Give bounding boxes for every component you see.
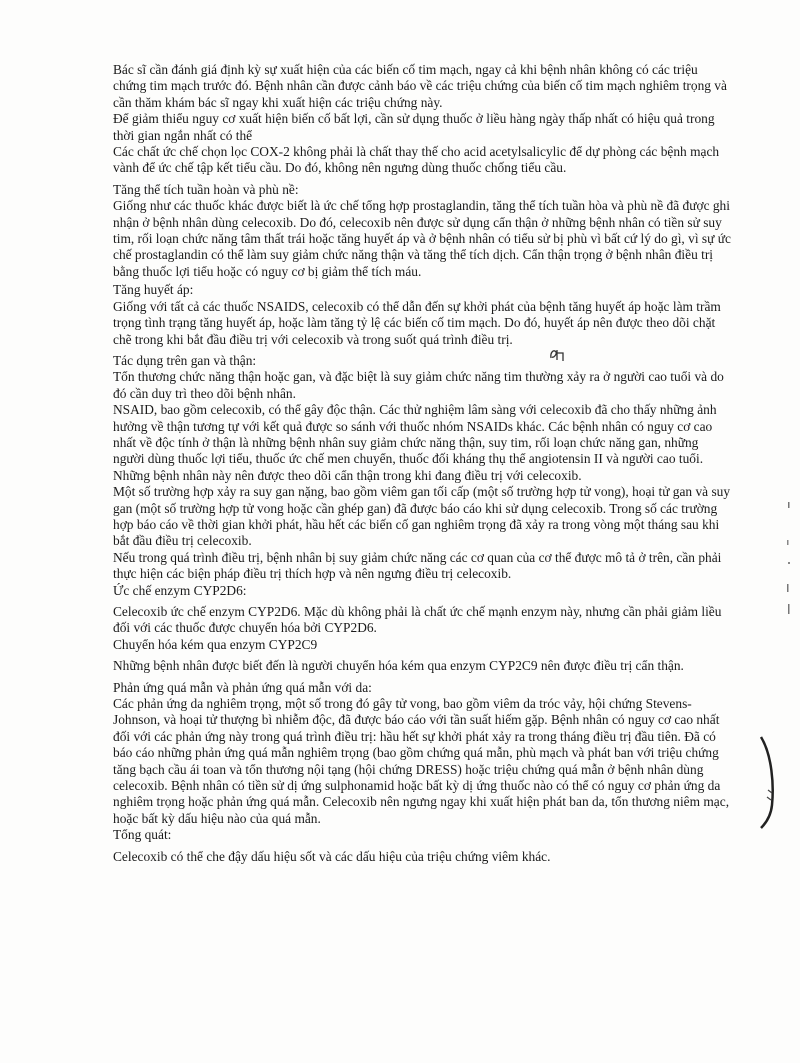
paragraph-hypertension: Giống với tất cả các thuốc NSAIDS, celecoxib có thể dẫn đến sự khởi phát của bệnh tăng huyết áp hoặc làm trầm trọng tình trạng tăng huyết áp, hoặc làm tăng tỷ lệ các biến cố tim mạch. Do đó, huyết áp nên được theo dõi chặt chẽ trong khi bắt đầu điều trị với celecoxib và trong suốt quá trình điều trị.: [113, 298, 721, 347]
handwritten-initial-mark: [548, 346, 568, 368]
heading-liver-kidney: Tác dụng trên gan và thận:: [113, 352, 257, 368]
paragraph-general: Celecoxib có thể che đậy dấu hiệu sốt và các dấu hiệu của triệu chứng viêm khác.: [113, 848, 551, 864]
document-body: [113, 62, 731, 865]
paragraph-fluid-retention: Giống như các thuốc khác được biết là ức chế tổng hợp prostaglandin, tăng thể tích tuần hòa và phù nề đã được ghi nhận ở bệnh nhân dùng celecoxib. Do đó, celecoxib nên được sử dụng cẩn thận ở những bệnh nhân có tiền sử suy tim, rối loạn chức năng tâm thất trái hoặc tăng huyết áp và ở bệnh nhân có tiểu sử bị phù vì bất cứ lý do gì, vì sự ức chế prostaglandin có thể làm suy giảm chức năng thận và tăng thể tích dịch. Cẩn thận trọng ở bệnh nhân điều trị bằng thuốc lợi tiểu hoặc có nguy cơ bị giảm thể tích máu.: [113, 198, 731, 279]
heading-hypertension: Tăng huyết áp:: [113, 282, 194, 298]
paragraph-stop-treatment: Nếu trong quá trình điều trị, bệnh nhân bị suy giảm chức năng các cơ quan của cơ thể được mô tả ở trên, cần phải thực hiện các biện pháp điều trị thích hợp và nên ngưng điều trị celecoxib.: [113, 549, 722, 582]
margin-bracket-mark: [758, 735, 778, 830]
paragraph-elderly: Tổn thương chức năng thận hoặc gan, và đặc biệt là suy giảm chức năng tim thường xảy ra ở người cao tuổi và do đó cần duy trì theo dõi bệnh nhân.: [113, 369, 724, 401]
paragraph-renal-toxicity: NSAID, bao gồm celecoxib, có thể gây độc thận. Các thử nghiệm lâm sàng với celecoxib đã cho thấy những ảnh hưởng về thận tương tự với kết quả được so sánh với thuốc nhóm NSAIDs khác. Các bệnh nhân có nguy cơ cao nhất về độc tính ở thận là những bệnh nhân suy giảm chức năng thận, suy tim, rối loạn chức năng gan, những người dùng thuốc lợi tiểu, thuốc ức chế men chuyển, thuốc đối kháng thụ thể angiotensin II và người cao tuổi. Những bệnh nhân này nên được theo dõi cẩn thận trong khi đang điều trị với celecoxib.: [113, 402, 717, 483]
paragraph-cardio-monitoring: Bác sĩ cần đánh giá định kỳ sự xuất hiện của các biến cố tim mạch, ngay cả khi bệnh nhân không có các triệu chứng tim mạch trước đó. Bệnh nhân cần được cảnh báo về các triệu chứng của biến cố tim mạch nghiêm trọng và cần thăm khám bác sĩ ngay khi xuất hiện các triệu chứng này.: [113, 62, 727, 110]
paragraph-cyp2c9: Những bệnh nhân được biết đến là người chuyển hóa kém qua enzym CYP2C9 nên được điều trị cẩn thận.: [113, 658, 684, 674]
heading-cyp2c9: Chuyển hóa kém qua enzym CYP2C9: [113, 636, 318, 652]
paragraph-hepatic-failure: Một số trường hợp xảy ra suy gan nặng, bao gồm viêm gan tối cấp (một số trường hợp tử vong), hoại tử gan và suy gan (một số trường hợp tử vong hoặc cần ghép gan) đã được báo cáo khi sử dụng celecoxib. Trong số các trường hợp báo cáo về thời gian khởi phát, hầu hết các biến cố gan nghiêm trọng đã xảy ra trong vòng một tháng sau khi bắt đầu điều trị celecoxib.: [113, 484, 731, 549]
paragraph-hypersensitivity: Các phản ứng da nghiêm trọng, một số trong đó gây tử vong, bao gồm viêm da tróc vảy, hội chứng Stevens-Johnson, và hoại tử thượng bì nhiễm độc, đã được báo cáo với tần suất hiếm gặp. Bệnh nhân có nguy cơ cao nhất đối với các phản ứng này trong quá trình điều trị: hầu hết sự khởi phát xảy ra trong tháng điều trị đầu tiên. Đã có báo cáo những phản ứng quá mẫn nghiêm trọng (bao gồm chứng quá mẫn, phù mạch và phát ban với triệu chứng tăng bạch cầu ái toan và tổn thương nội tạng (hội chứng DRESS) hoặc triệu chứng quá mẫn ở bệnh nhân dùng celecoxib. Bệnh nhân có tiền sử dị ứng sulphonamid hoặc bất kỳ dị ứng thuốc nào có thể có nguy cơ phản ứng da nghiêm trọng hoặc phản ứng quá mẫn. Celecoxib nên ngưng ngay khi xuất hiện phát ban da, tổn thương niêm mạc, hoặc bất kỳ dấu hiệu nào của quá mẫn.: [113, 696, 730, 826]
paragraph-lowest-dose: Để giảm thiểu nguy cơ xuất hiện biến cố bất lợi, cần sử dụng thuốc ở liều hàng ngày thấp nhất có hiệu quả trong thời gian ngắn nhất có thể: [113, 111, 715, 143]
paragraph-cyp2d6: Celecoxib ức chế enzym CYP2D6. Mặc dù không phải là chất ức chế mạnh enzym này, nhưng cần phải giảm liều đối với các thuốc được chuyển hóa bởi CYP2D6.: [113, 604, 722, 636]
margin-scan-specks: [780, 500, 796, 620]
heading-fluid-retention: Tăng thể tích tuần hoàn và phù nề:: [113, 181, 299, 197]
paragraph-cox2-aspirin: Các chất ức chế chọn lọc COX-2 không phải là chất thay thế cho acid acetylsalicylic để dự phòng các bệnh mạch vành để ức chế tập kết tiểu cầu. Do đó, không nên ngưng dùng thuốc chống tiểu cầu.: [113, 144, 720, 176]
heading-cyp2d6: Ức chế enzym CYP2D6:: [113, 582, 247, 598]
heading-hypersensitivity: Phản ứng quá mẫn và phản ứng quá mẫn với da:: [113, 679, 372, 695]
heading-general: Tổng quát:: [113, 827, 172, 843]
